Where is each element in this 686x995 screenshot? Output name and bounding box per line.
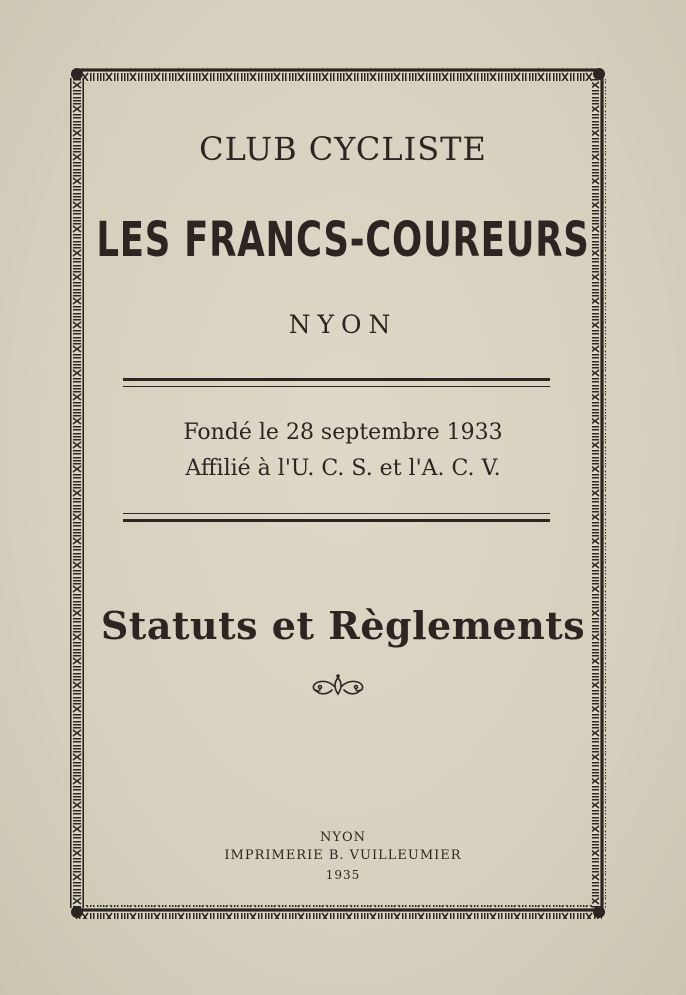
club-city: NYON — [288, 310, 398, 339]
fleuron-ornament-icon — [308, 672, 368, 700]
publication-year: 1935 — [325, 868, 361, 882]
printer-city: NYON — [320, 830, 366, 845]
lower-rule-thin — [123, 513, 550, 514]
club-name-heading: LES FRANCS-COUREURS — [96, 212, 590, 268]
document-title: Statuts et Règlements — [100, 603, 586, 648]
founding-date: Fondé le 28 septembre 1933 — [183, 420, 503, 445]
printer-name: IMPRIMERIE B. VUILLEUMIER — [224, 848, 462, 863]
upper-rule-thick — [123, 378, 550, 381]
affiliation-line: Affilié à l'U. C. S. et l'A. C. V. — [185, 456, 501, 481]
club-type-heading: CLUB CYCLISTE — [199, 130, 487, 168]
lower-rule-thick — [123, 519, 550, 522]
upper-rule-thin — [123, 386, 550, 387]
